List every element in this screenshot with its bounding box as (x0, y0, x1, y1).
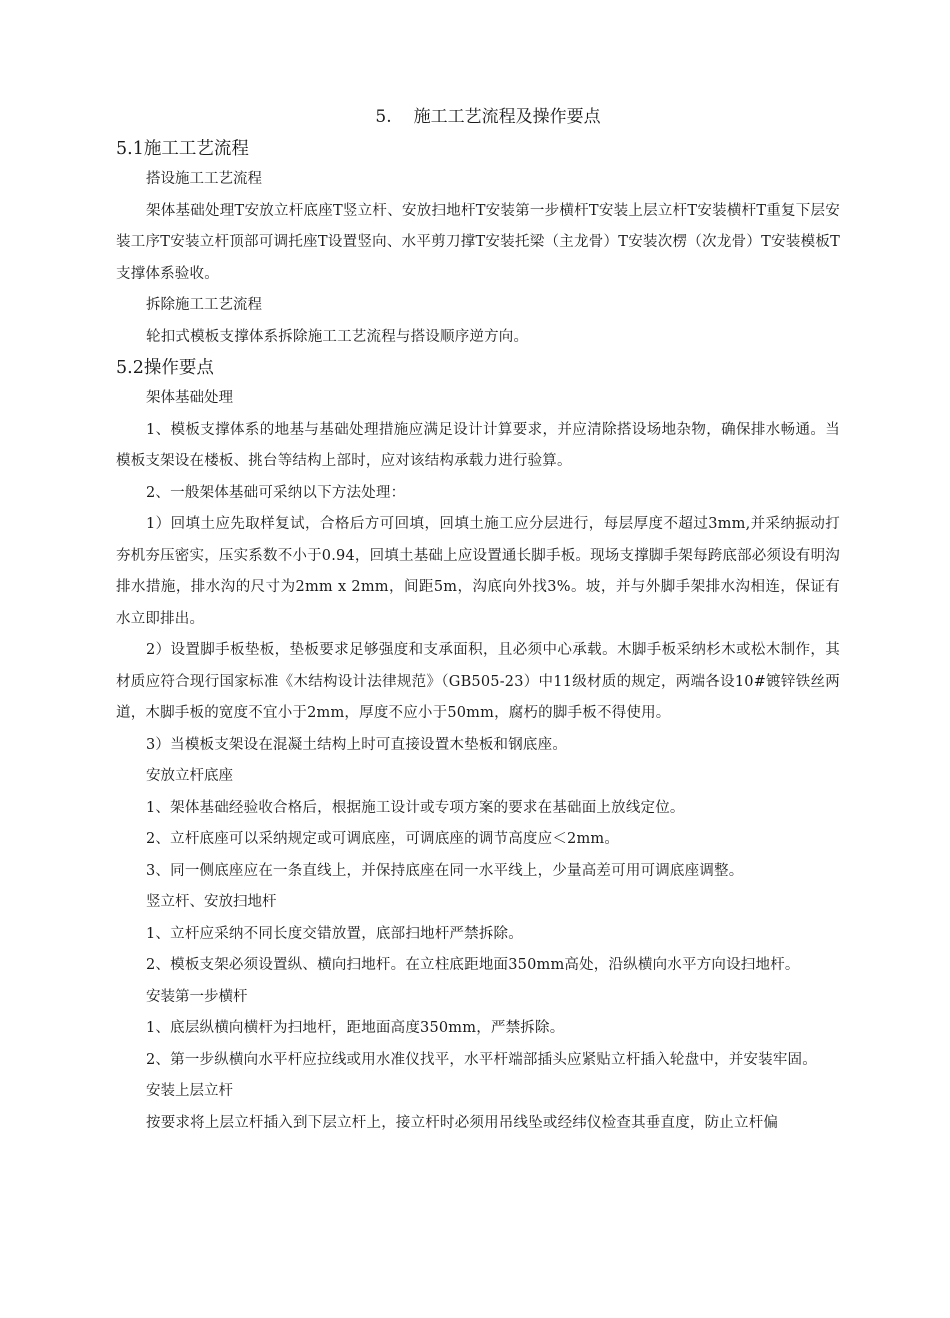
chapter-number: 5. (375, 107, 392, 127)
paragraph-upper-poles: 按要求将上层立杆插入到下层立杆上，接立杆时必须用吊线坠或经纬仪检查其垂直度，防止立杆偏 (146, 1114, 779, 1131)
subheading-first-crossbar: 安装第一步横杆 (146, 988, 248, 1005)
section-heading-5-2: 5.2操作要点 (116, 358, 214, 378)
paragraph-foundation-2-1: 1）回填土应先取样复试，合格后方可回填，回填土施工应分层进行，每层厚度不超过3mm,并采纳振动打夯机夯压密实，压实系数不小于0.94，回填土基础上应设置通长脚手板。现场支撑脚手架每跨底部必须设有明沟排水措施，排水沟的尺寸为2mm x 2mm，间距5m，沟底向外找3%。坡，并与外脚手架排水沟相连，保证有水立即排出。 (116, 516, 841, 627)
paragraph-crossbar-2: 2、第一步纵横向水平杆应拉线或用水准仪找平，水平杆端部插头应紧贴立杆插入轮盘中，并安装牢固。 (146, 1051, 817, 1068)
paragraph-erection-flow: 架体基础处理T安放立杆底座T竖立杆、安放扫地杆T安装第一步横杆T安装上层立杆T安装横杆T重复下层安装工序T安装立杆顶部可调托座T设置竖向、水平剪刀撑T安装托梁（主龙骨）T安装次楞（次龙骨）T安装模板T支撑体系验收。 (116, 202, 840, 282)
subheading-base-placement: 安放立杆底座 (146, 768, 233, 784)
paragraph-crossbar-1: 1、底层纵横向横杆为扫地杆，距地面高度350mm，严禁拆除。 (146, 1020, 565, 1036)
paragraph-base-3: 3、同一侧底座应在一条直线上，并保持底座在同一水平线上，少量高差可用可调底座调整。 (146, 862, 744, 879)
paragraph-dismantle-flow: 轮扣式模板支撑体系拆除施工工艺流程与搭设顺序逆方向。 (146, 328, 529, 345)
paragraph-foundation-2: 2、一般架体基础可采纳以下方法处理： (146, 484, 406, 501)
subheading-foundation: 架体基础处理 (146, 390, 233, 406)
paragraph-base-1: 1、架体基础经验收合格后，根据施工设计或专项方案的要求在基础面上放线定位。 (146, 799, 685, 816)
document-body (116, 104, 840, 1139)
chapter-title-text: 施工工艺流程及操作要点 (413, 107, 601, 127)
paragraph-foundation-1: 1、模板支撑体系的地基与基础处理措施应满足设计计算要求，并应清除搭设场地杂物，确保排水畅通。当模板支架设在楼板、挑台等结构上部时，应对该结构承载力进行验算。 (116, 421, 840, 469)
chapter-title (116, 104, 840, 130)
subheading-dismantle-process: 拆除施工工艺流程 (146, 297, 262, 313)
paragraph-upright-1: 1、立杆应采纳不同长度交错放置，底部扫地杆严禁拆除。 (146, 925, 523, 942)
section-heading-5-1: 5.1施工工艺流程 (116, 139, 249, 159)
paragraph-foundation-2-3: 3）当模板支架设在混凝土结构上时可直接设置木垫板和钢底座。 (146, 736, 568, 753)
paragraph-base-2: 2、立杆底座可以采纳规定或可调底座，可调底座的调节高度应＜2mm。 (146, 831, 620, 847)
subheading-upper-poles: 安装上层立杆 (146, 1083, 233, 1099)
paragraph-foundation-2-2: 2）设置脚手板垫板，垫板要求足够强度和支承面积，且必须中心承载。木脚手板采纳杉木或松木制作，其材质应符合现行国家标准《木结构设计法律规范》（GB505-23）中11级材质的规定，两端各设10#镀锌铁丝两道，木脚手板的宽度不宜小于2mm，厚度不应小于50mm，腐朽的脚手板不得使用。 (116, 642, 840, 721)
paragraph-upright-2: 2、模板支架必须设置纵、横向扫地杆。在立柱底距地面350mm高处，沿纵横向水平方向设扫地杆。 (146, 957, 800, 973)
subheading-erection-process: 搭设施工工艺流程 (146, 171, 262, 187)
subheading-upright-poles: 竖立杆、安放扫地杆 (146, 894, 277, 910)
